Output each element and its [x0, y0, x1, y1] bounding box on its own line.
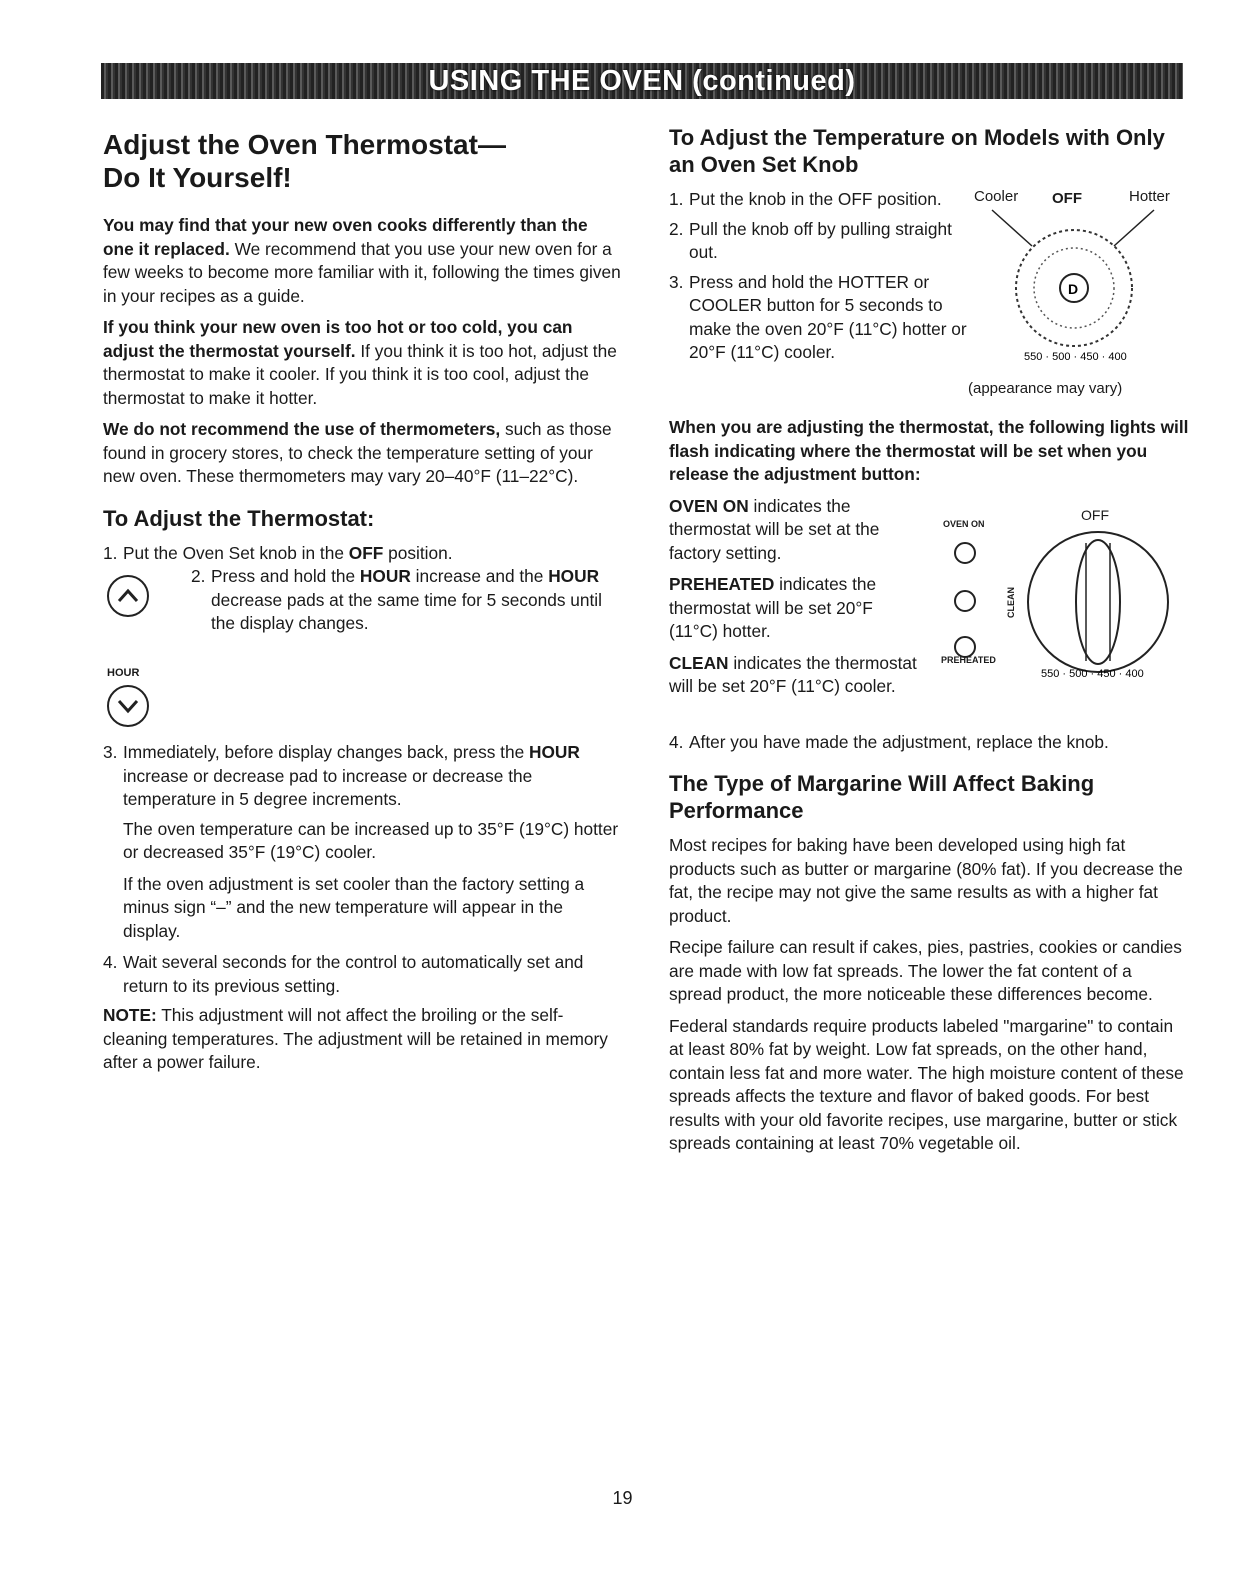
- step-3-detail-1: The oven temperature can be increased up to 35°F (19°C) hotter or decreased 35°F (19°C) cooler.: [123, 818, 619, 862]
- step-4: 4. Wait several seconds for the control to automatically set and return to its previous setting.: [103, 952, 584, 996]
- clean-desc: CLEAN indicates the thermostat will be set 20°F (11°C) cooler.: [669, 652, 917, 696]
- preheated-indicator-label: PREHEATED: [941, 654, 996, 665]
- right-column: [669, 124, 1189, 1164]
- section-title: Adjust the Oven Thermostat— Do It Yourself!: [103, 129, 506, 193]
- svg-text:D: D: [1068, 281, 1079, 297]
- step-1: 1. Put the Oven Set knob in the OFF position.: [103, 542, 453, 563]
- knob-steps: [669, 188, 1189, 416]
- preheated-light: [955, 637, 975, 657]
- indicator-knob-icon: [941, 507, 1191, 687]
- indicator-knob-figure: [941, 507, 1191, 687]
- hour-decrease-button[interactable]: [107, 685, 149, 727]
- intro-paragraph: You may find that your new oven cooks differently than the one it replaced. We recommend that you use your new oven for a few weeks to become more familiar with it, following the times given in your recipes as a guide.: [103, 215, 621, 306]
- knob-step-1: 1. Put the knob in the OFF position.: [669, 189, 942, 209]
- chevron-up-icon: [109, 577, 147, 615]
- knob-step-2: 2. Pull the knob off by pulling straight out.: [669, 218, 952, 262]
- hotter-label: Hotter: [1129, 188, 1170, 205]
- preheated-desc: PREHEATED indicates the thermostat will be set 20°F (11°C) hotter.: [669, 574, 877, 641]
- appearance-caption: (appearance may vary): [968, 380, 1123, 397]
- oven-on-indicator-label: OVEN ON: [943, 518, 985, 529]
- page-number: 19: [612, 1488, 633, 1508]
- oven-on-desc: OVEN ON indicates the thermostat will be set at the factory setting.: [669, 495, 880, 563]
- margarine-paragraph-1: Most recipes for baking have been developed using high fat products such as butter or margarine (80% fat). If you decrease the fat, the recipe may not give the same results as with a higher fat product.: [669, 835, 1183, 926]
- svg-text:550 · 500 · 450 · 400: 550 · 500 · 450 · 400: [1024, 351, 1127, 363]
- step-2: 2. Press and hold the HOUR increase and the HOUR decrease pads at the same time for 5 seconds until the display changes.: [191, 566, 602, 633]
- margarine-title: The Type of Margarine Will Affect Baking Performance: [669, 771, 1095, 823]
- section-banner: [101, 63, 1183, 99]
- off-label: OFF: [1052, 190, 1082, 207]
- indicator-block: [669, 495, 1189, 731]
- hour-increase-button[interactable]: [107, 575, 149, 617]
- svg-text:550 · 500 · 450 · 400: 550 · 500 · 450 · 400: [1041, 667, 1144, 680]
- clean-indicator-label: CLEAN: [1006, 586, 1016, 618]
- subsection-title: To Adjust the Thermostat:: [103, 505, 375, 531]
- oven-knob-icon: [964, 188, 1189, 388]
- chevron-down-icon: [109, 687, 147, 725]
- thermometer-paragraph: We do not recommend the use of thermometers, such as those found in grocery stores, to check the temperature setting of your new oven. These thermometers may vary 20–40°F (11–22°C).: [103, 419, 612, 486]
- note-paragraph: NOTE: This adjustment will not affect the broiling or the self-cleaning temperatures. The adjustment will be retained in memory after a power failure.: [103, 1005, 608, 1072]
- margarine-paragraph-3: Federal standards require products labeled "margarine" to contain at least 80% fat by weight. Low fat spreads, on the other hand, contain less fat and more water. The high moisture content of these spreads affects the texture and flavor of baked goods. For best results with your old favorite recipes, use margarine, butter or stick spreads containing at least 70% vegetable oil.: [669, 1015, 1184, 1153]
- k2-off-label: OFF: [1081, 506, 1109, 523]
- knob-step-3: 3. Press and hold the HOTTER or COOLER button for 5 seconds to make the oven 20°F (11°C) hotter or 20°F (11°C) cooler.: [669, 271, 967, 362]
- too-hot-paragraph: If you think your new oven is too hot or too cold, you can adjust the thermostat yourself. If you think it is too hot, adjust the thermostat to make it cooler. If you think it is too cool, adjust the thermostat to make it hotter.: [103, 317, 617, 408]
- knob-step-4: 4. After you have made the adjustment, replace the knob.: [669, 731, 1109, 752]
- knob-section-title: To Adjust the Temperature on Models with Only an Oven Set Knob: [669, 125, 1165, 177]
- oven-knob-figure: [964, 188, 1189, 413]
- oven-on-light: [955, 543, 975, 563]
- step-3-detail-2: If the oven adjustment is set cooler than the factory setting a minus sign “–” and the new temperature will appear in the display.: [123, 873, 585, 941]
- hour-buttons-figure: [103, 566, 623, 721]
- left-column: [103, 128, 623, 1083]
- banner-title: USING THE OVEN (continued): [428, 64, 856, 97]
- step-3: 3. Immediately, before display changes back, press the HOUR increase or decrease pad to increase or decrease the temperature in 5 degree increments.: [103, 742, 580, 809]
- cooler-label: Cooler: [974, 188, 1019, 205]
- clean-light: [955, 591, 975, 611]
- hour-label: HOUR: [107, 667, 140, 679]
- margarine-paragraph-2: Recipe failure can result if cakes, pies, pastries, cookies or candies are made with low fat spreads. The lower the fat content of a spread product, the more noticeable these differences become.: [669, 937, 1182, 1004]
- flash-lights-paragraph: When you are adjusting the thermostat, the following lights will flash indicating where the thermostat will be set when you release the adjustment button:: [669, 417, 1189, 484]
